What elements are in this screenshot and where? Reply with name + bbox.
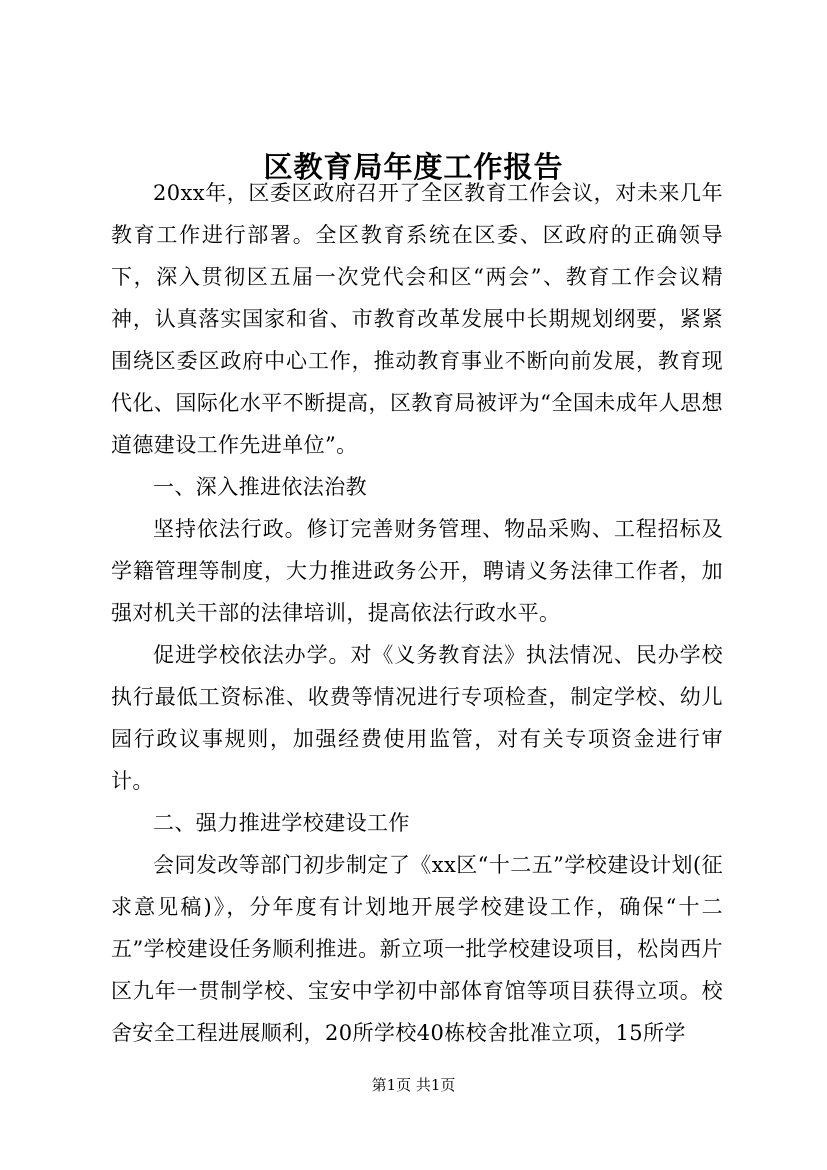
section-heading-2: 二、强力推进学校建设工作	[153, 811, 410, 835]
page-number: 第1页 共1页	[371, 1076, 456, 1094]
document-title: 区教育局年度工作报告	[263, 150, 564, 184]
paragraph-school-law: 促进学校依法办学。对《义务教育法》执法情况、民办学校执行最低工资标准、收费等情况进行专项检查，制定学校、幼儿园行政议事规则，加强经费使用监管，对有关专项资金进行审计。	[111, 643, 723, 793]
paragraph-intro: 20xx年，区委区政府召开了全区教育工作会议，对未来几年教育工作进行部署。全区教育系统在区委、区政府的正确领导下，深入贯彻区五届一次党代会和区“两会”、教育工作会议精神，认真落实国家和省、市教育改革发展中长期规划纲要，紧紧围绕区委区政府中心工作，推动教育事业不断向前发展，教育现代化、国际化水平不断提高，区教育局被评为“全国未成年人思想道德建设工作先进单位”。	[111, 181, 723, 457]
paragraph-law-administration: 坚持依法行政。修订完善财务管理、物品采购、工程招标及学籍管理等制度，大力推进政务公开，聘请义务法律工作者，加强对机关干部的法律培训，提高依法行政水平。	[111, 517, 723, 625]
paragraph-school-construction: 会同发改等部门初步制定了《xx区“十二五”学校建设计划(征求意见稿)》，分年度有计划地开展学校建设工作，确保“十二五”学校建设任务顺利推进。新立项一批学校建设项目，松岗西片区九年一贯制学校、宝安中学初中部体育馆等项目获得立项。校舍安全工程进展顺利，20所学校40栋校舍批准立项，15所学	[111, 853, 723, 1045]
document-body	[111, 172, 723, 1054]
section-heading-1: 一、深入推进依法治教	[153, 475, 367, 499]
